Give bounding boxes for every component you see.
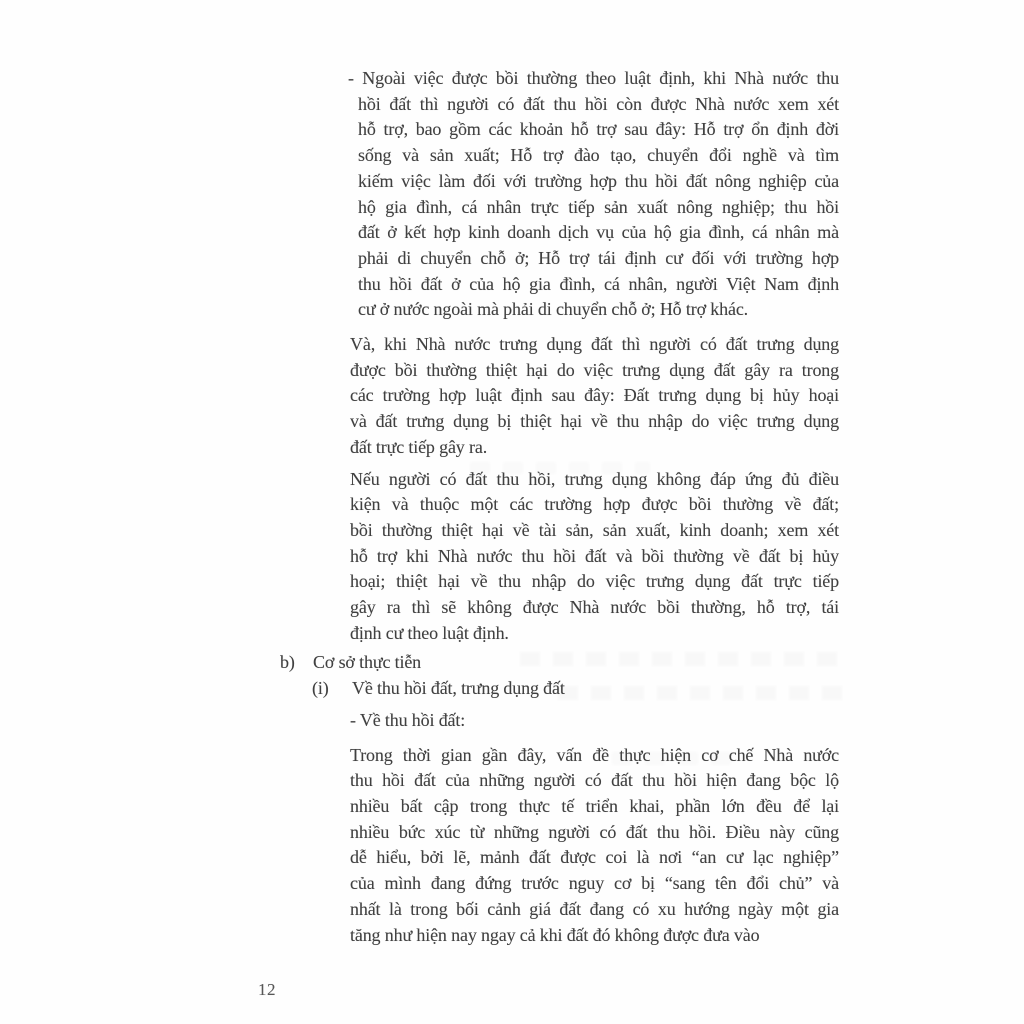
text-line: hồi đất thì người có đất thu hồi còn được Nhà nước xem xét	[358, 93, 839, 114]
text-line: và đất trưng dụng bị thiệt hại về thu nhập do việc trưng dụng	[350, 411, 839, 432]
bullet-paragraph	[350, 66, 839, 323]
text-line: hỗ trợ khi Nhà nước thu hồi đất và bồi thường về đất bị hủy	[350, 545, 839, 566]
text-line: dễ hiểu, bởi lẽ, mảnh đất được coi là nơi “an cư lạc nghiệp”	[350, 847, 839, 868]
text-line: bồi thường thiệt hại về tài sản, sản xuất, kinh doanh; xem xét	[350, 519, 839, 540]
dash-sub-heading: - Về thu hồi đất:	[350, 709, 466, 730]
text-line: được bồi thường thiệt hại do việc trưng dụng đất gây ra trong	[350, 359, 839, 380]
text-line: định cư theo luật định.	[350, 622, 509, 643]
paragraph	[350, 743, 839, 949]
text-line: hoại; thiệt hại về thu nhập do việc trưng dụng đất trực tiếp	[350, 571, 839, 592]
text-line: đất ở kết hợp kinh doanh dịch vụ của hộ gia đình, cá nhân mà	[358, 222, 839, 243]
page-number: 12	[258, 980, 276, 999]
text-line: thu hồi đất của những người có đất thu hồi hiện đang bộc lộ	[350, 770, 839, 791]
text-line: đất trực tiếp gây ra.	[350, 436, 488, 457]
text-line: kiện và thuộc một các trường hợp được bồi thường về đất;	[350, 494, 839, 515]
text-line: tăng như hiện nay ngay cả khi đất đó không được đưa vào	[350, 924, 760, 945]
text-line: hộ gia đình, cá nhân trực tiếp sản xuất nông nghiệp; thu hồi	[358, 196, 839, 217]
text-line: Nếu người có đất thu hồi, trưng dụng không đáp ứng đủ điều	[350, 468, 839, 489]
heading-label: Cơ sở thực tiễn	[313, 652, 422, 673]
text-line: các trường hợp luật định sau đây: Đất trưng dụng bị hủy hoại	[350, 385, 839, 406]
list-marker: (i)	[312, 678, 329, 699]
sub-section-heading	[312, 676, 839, 702]
text-line: gây ra thì sẽ không được Nhà nước bồi thường, hỗ trợ, tái	[350, 597, 839, 618]
text-line: cư ở nước ngoài mà phải di chuyển chỗ ở; Hỗ trợ khác.	[358, 299, 749, 320]
text-line: Trong thời gian gần đây, vấn đề thực hiện cơ chế Nhà nước	[350, 744, 839, 765]
section-heading	[280, 650, 839, 676]
list-marker: b)	[280, 652, 295, 673]
text-line: nhiều bức xúc từ những người có đất thu hồi. Điều này cũng	[350, 821, 839, 842]
heading-label: Về thu hồi đất, trưng dụng đất	[352, 678, 565, 699]
text-line: của mình đang đứng trước nguy cơ bị “sang tên đổi chủ” và	[350, 873, 839, 894]
paragraph	[350, 467, 839, 647]
paragraph	[350, 332, 839, 461]
text-line: nhiều bất cập trong thực tế triển khai, phần lớn đều để lại	[350, 795, 839, 816]
text-line: - Ngoài việc được bồi thường theo luật định, khi Nhà nước thu	[348, 68, 839, 88]
text-line: thu hồi đất ở của hộ gia đình, cá nhân, người Việt Nam định	[358, 273, 839, 294]
text-line: Và, khi Nhà nước trưng dụng đất thì người có đất trưng dụng	[350, 334, 839, 355]
text-line: kiếm việc làm đối với trường hợp thu hồi đất nông nghiệp của	[358, 170, 839, 191]
text-line: nhất là trong bối cảnh giá đất đang có xu hướng ngày một gia	[350, 898, 839, 919]
text-line: sống và sản xuất; Hỗ trợ đào tạo, chuyển đổi nghề và tìm	[358, 145, 839, 166]
text-line: hỗ trợ, bao gồm các khoản hỗ trợ sau đây: Hỗ trợ ổn định đời	[358, 119, 839, 140]
text-line: phải di chuyển chỗ ở; Hỗ trợ tái định cư đối với trường hợp	[358, 247, 839, 268]
page-text-column	[280, 66, 839, 948]
